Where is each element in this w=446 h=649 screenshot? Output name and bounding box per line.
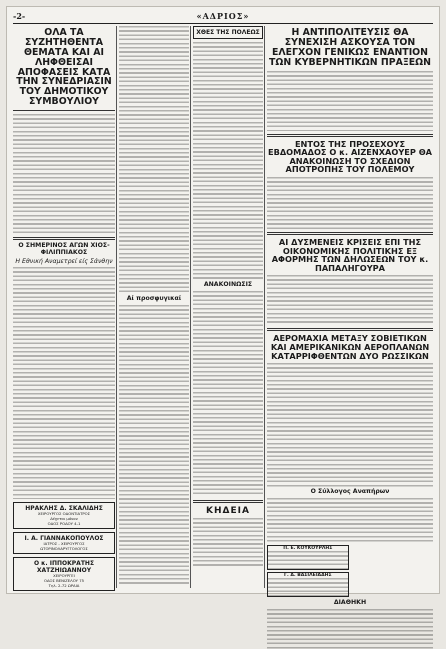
masthead <box>13 9 433 24</box>
headline-opposition: Η ΑΝΤΙΠΟΛΙΤΕΥΣΙΣ ΘΑ ΣΥΝΕΧΙΣΗ ΑΣΚΟΥΣΑ ΤΟΝ ΕΛΕΓΧΟΝ ΓΕΝΙΚΩΣ ΕΝΑΝΤΙΟΝ ΤΩΝ ΚΥΒΕΡΝΗΤΙΚΩΝ ΠΡΑΞΕΩΝ <box>269 27 431 68</box>
column-3 <box>193 26 263 588</box>
article-body <box>119 26 189 294</box>
ad-vasileiadis <box>267 572 349 597</box>
ad-title: Ο κ. ΙΠΠΟΚΡΑΤΗΣ ΧΑΤΖΗΙΩΑΝΝΟΥ <box>33 560 95 575</box>
ad-line: Δέχεται μόνον <box>50 516 78 522</box>
article-body <box>267 177 433 229</box>
divider <box>267 232 433 235</box>
column-rule <box>264 26 265 588</box>
ad-skalidis <box>13 502 115 529</box>
article-body <box>193 42 263 280</box>
subhead-testament: ΔΙΑΘΗΚΗ <box>333 599 367 607</box>
divider <box>193 500 263 503</box>
ad-title: Ι. Α. ΓΙΑΝΝΑΚΟΠΟΥΛΟΣ <box>24 535 104 543</box>
article-body <box>193 291 263 497</box>
ad-line: ΙΑΤΡΟΣ - ΧΕΙΡΟΥΡΓΟΣ <box>43 541 85 547</box>
article-body <box>267 609 433 649</box>
funeral-notice-title: ΚΗΔΕΙΑ <box>206 505 250 516</box>
article-body <box>13 267 115 499</box>
ad-line: Τηλ. 2-72 ΩΡΑΙΑ <box>48 582 80 588</box>
column-4 <box>267 26 433 607</box>
ad-line: ΟΔΟΣ ΡΟΔΟΥ 4-1 <box>47 520 81 526</box>
ad-title: Π. Ε. ΚΟΥΚΟΥΡΛΗΣ <box>283 546 333 552</box>
divider <box>267 328 433 331</box>
ad-hatziioannou <box>13 557 115 591</box>
headline-council: ΟΛΑ ΤΑ ΣΥΖΗΤΗΘΕΝΤΑ ΘΕΜΑΤΑ ΚΑΙ ΑΙ ΛΗΦΘΕΙΣΑΙ ΑΠΟΦΑΣΕΙΣ ΚΑΤΑ ΤΗΝ ΣΥΝΕΔΡΙΑΣΙΝ ΤΟΥ ΔΗΜΟΤΙΚΟΥ ΣΥΜΒΟΥΛΙΟΥ <box>16 27 112 108</box>
city-chronicle-box <box>193 26 263 39</box>
ad-giannakopoulos <box>13 532 115 554</box>
ad-title: ΗΡΑΚΛΗΣ Δ. ΣΚΑΛΙΔΗΣ <box>25 505 103 513</box>
subhead-refugee: Αί προσφυγικαί <box>126 295 182 302</box>
chronicle-title: ΧΘΕΣ ΤΗΣ ΠΟΛΕΩΣ <box>196 29 260 36</box>
article-body <box>119 305 189 585</box>
column-rule <box>116 26 117 588</box>
subhead-national: Η Εθνική Αναμετρεί είς Σάνθην <box>15 257 113 265</box>
headline-economy: ΑΙ ΔΥΣΜΕΝΕΙΣ ΚΡΙΣΕΙΣ ΕΠΙ ΤΗΣ ΟΙΚΟΝΟΜΙΚΗΣ ΠΟΛΙΤΙΚΗΣ ΕΞ ΑΦΟΡΜΗΣ ΤΩΝ ΔΗΛΩΣΕΩΝ ΤΟΥ κ. ΠΑΠΑΛΗΓΟΥΡΑ <box>271 236 429 273</box>
article-body <box>267 275 433 325</box>
headline-eisenhower: ΕΝΤΟΣ ΤΗΣ ΠΡΟΣΕΧΟΥΣ ΕΒΔΟΜΑΔΟΣ Ο κ. ΑΙΖΕΝΧΑΟΥΕΡ ΘΑ ΑΝΑΚΟΙΝΩΣΗ ΤΟ ΣΧΕΔΙΟΝ ΑΠΟΤΡΟΠΗΣ ΤΟΥ ΠΟΛΕΜΟΥ <box>268 138 432 175</box>
newspaper-page <box>7 7 439 607</box>
ad-line: ΧΕΙΡΟΥΡΓΕΙ <box>53 573 75 579</box>
headline-dogfight: ΑΕΡΟΜΑΧΙΑ ΜΕΤΑΞΥ ΣΟΒΙΕΤΙΚΩΝ ΚΑΙ ΑΜΕΡΙΚΑΝΙΚΩΝ ΑΕΡΟΠΛΑΝΩΝ ΚΑΤΑΡΡΙΦΘΕΝΤΩΝ ΔΥΟ ΡΩΣΣΙΚΩΝ <box>270 333 430 361</box>
article-body <box>267 498 433 544</box>
column-2 <box>119 26 189 588</box>
divider <box>13 110 115 111</box>
article-body <box>13 114 115 234</box>
subhead-association: Ο Σύλλογος Αναπήρων <box>310 488 390 496</box>
ad-line: ΧΕΙΡΟΥΡΓΟΣ ΟΔΟΝΤΙΑΤΡΟΣ <box>37 511 91 517</box>
column-rule <box>190 26 191 588</box>
column-1 <box>13 26 115 588</box>
article-body <box>267 71 433 131</box>
ad-kourkoulis <box>267 545 349 570</box>
newspaper-title: «ΑΔΡΙΟΣ» <box>196 11 250 21</box>
ad-line: ΟΔΟΣ ΒΕΝΙΖΕΛΟΥ 75 <box>43 578 85 583</box>
divider <box>13 237 115 240</box>
ad-line: ΩΤΟΡΙΝΟΛΑΡΥΓΓΟΛΟΓΟΣ <box>40 545 88 551</box>
article-body <box>267 363 433 487</box>
page-number: -2- <box>13 11 26 21</box>
divider <box>267 134 433 137</box>
funeral-notice-body <box>193 518 263 568</box>
subhead-announcement: ΑΝΑΚΟΙΝΩΣΙΣ <box>203 281 253 288</box>
ad-title: Γ. Δ. ΒΑΣΙΛΕΙΑΔΗΣ <box>284 573 332 579</box>
subhead-match: Ο ΣΗΜΕΡΙΝΟΣ ΑΓΩΝ ΧΙΟΣ-ΦΙΛΙΠΠΙΑΚΟΣ <box>18 242 110 256</box>
